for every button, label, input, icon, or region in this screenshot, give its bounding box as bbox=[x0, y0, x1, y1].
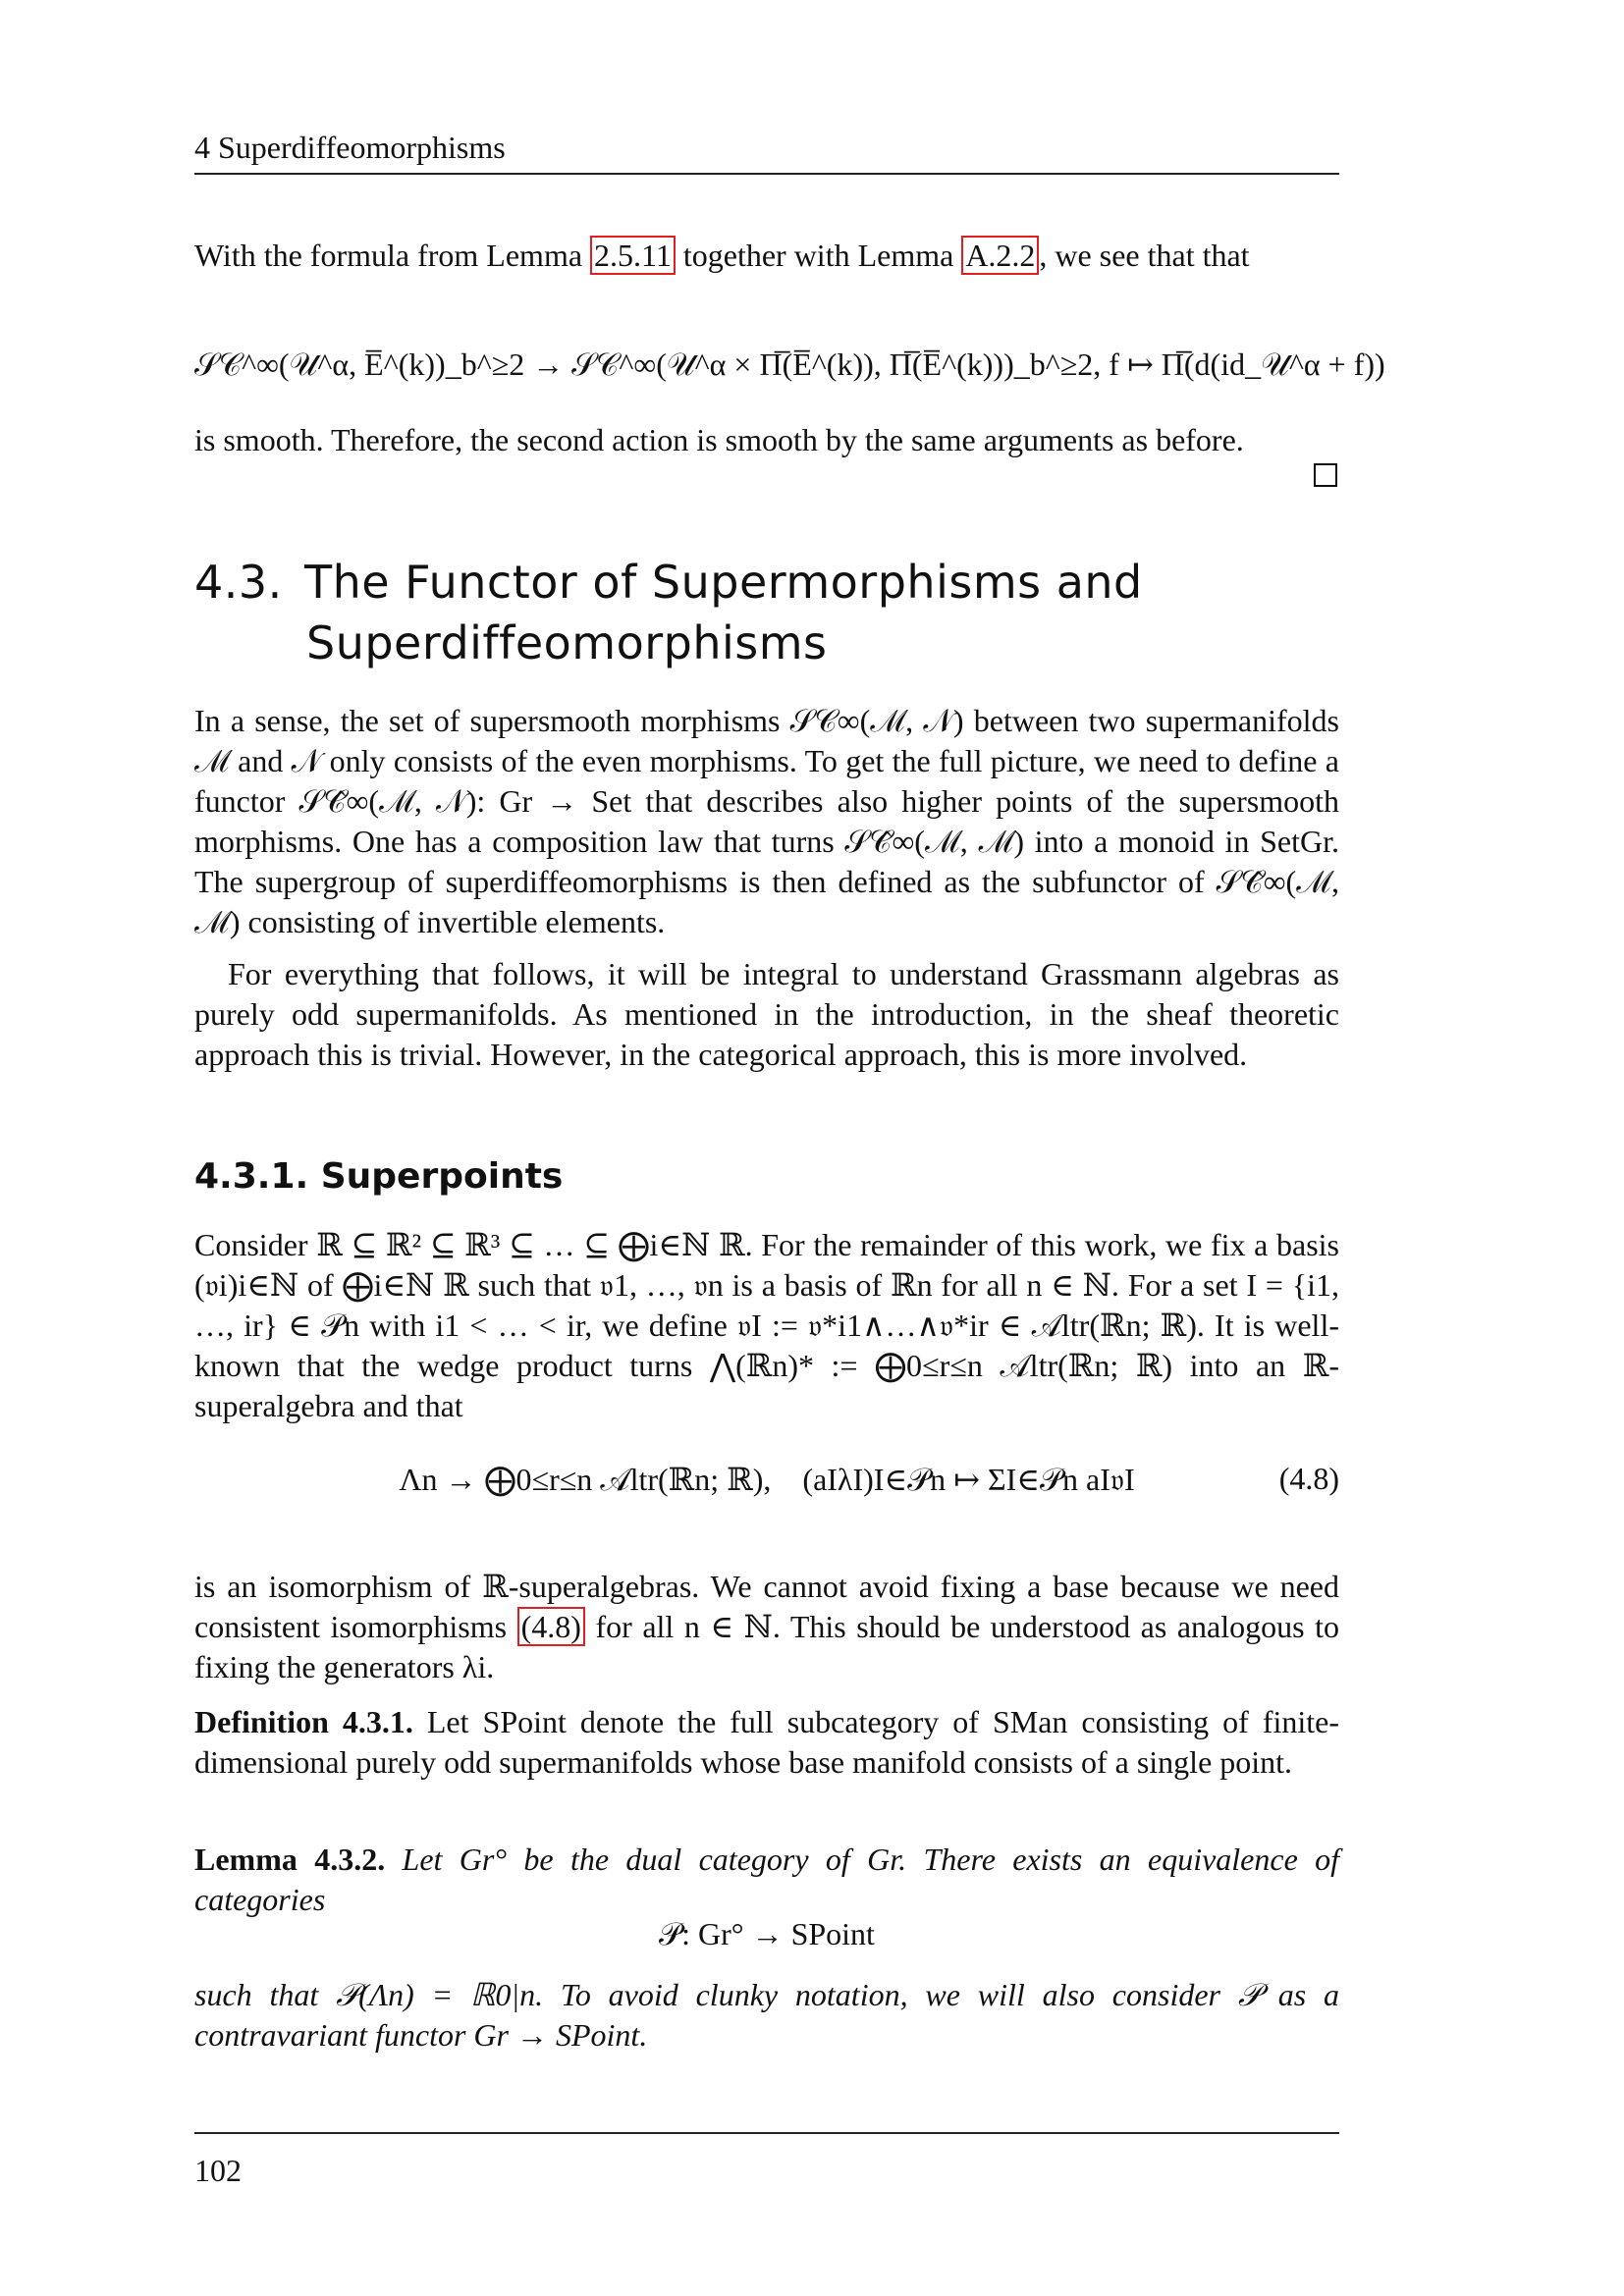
equation-4-8-lhs: Λn → ⨁0≤r≤n 𝒜ltr(ℝn; ℝ), bbox=[399, 1462, 772, 1497]
lemma-ref-2-5-11[interactable]: 2.5.11 bbox=[590, 236, 676, 275]
subsection-title: Superpoints bbox=[320, 1156, 564, 1197]
superpoints-paragraph: Consider ℝ ⊆ ℝ² ⊆ ℝ³ ⊆ … ⊆ ⨁i∈ℕ ℝ. For the remainder of this work, we fix a basis (𝔳i)i∈ℕ of ⨁i∈ℕ ℝ such that 𝔳1, …, 𝔳n is a basis of ℝn for all n ∈ ℕ. For a set I = {i1, …, ir} ∈ 𝒫n with i1 < … < ir, we define 𝔳I := 𝔳*i1∧…∧𝔳*ir ∈ 𝒜ltr(ℝn; ℝ). It is well-known that the wedge product turns ⋀(ℝn)* := ⨁0≤r≤n 𝒜ltr(ℝn; ℝ) into an ℝ-superalgebra and that bbox=[194, 1227, 1339, 1423]
intro-paragraph: With the formula from Lemma 2.5.11 together with Lemma A.2.2 , we see that that bbox=[194, 238, 1250, 273]
equation-ref-4-8[interactable]: (4.8) bbox=[517, 1607, 585, 1646]
section-heading bbox=[194, 552, 1143, 673]
section-title-line1: The Functor of Supermorphisms and bbox=[304, 556, 1143, 609]
lemma-equation: 𝒫: Gr° → SPoint bbox=[659, 1916, 875, 1951]
section-paragraph-1: In a sense, the set of supersmooth morphisms 𝒮𝒞∞(ℳ, 𝒩) between two supermanifolds ℳ and 𝒩 only consists of the even morphisms. To get the full picture, we need to define a functor 𝒮𝒞̂∞(ℳ, 𝒩): Gr → Set that describes also higher points of the supersmooth morphisms. One has a composition law that turns 𝒮𝒞̂∞(ℳ, ℳ) into a monoid in SetGr. The supergroup of superdiffeomorphisms is then defined as the subfunctor of 𝒮𝒞̂∞(ℳ, ℳ) consisting of invertible elements. bbox=[194, 703, 1339, 939]
isomorphism-paragraph: is an isomorphism of ℝ-superalgebras. We cannot avoid fixing a base because we need consistent isomorphisms (4.8) for all n ∈ ℕ. This should be understood as analogous to fixing the generators λi. bbox=[194, 1569, 1340, 1684]
header-rule bbox=[194, 173, 1339, 175]
lemma-label: Lemma 4.3.2. bbox=[194, 1842, 386, 1877]
equation-4-8-rhs: (aIλI)I∈𝒫n ↦ ΣI∈𝒫n aI𝔳I bbox=[802, 1462, 1135, 1497]
qed-box-icon bbox=[1314, 463, 1337, 487]
lemma-ref-A-2-2[interactable]: A.2.2 bbox=[961, 236, 1039, 275]
equation-number: (4.8) bbox=[1278, 1461, 1339, 1496]
equation-4-8 bbox=[194, 1461, 1339, 1499]
section-title-line2: Superdiffeomorphisms bbox=[306, 616, 828, 669]
definition-label: Definition 4.3.1. bbox=[194, 1704, 413, 1739]
lemma-4-3-2 bbox=[194, 1840, 1339, 1920]
lemma-text: Let Gr° be the dual category of Gr. There exists an equivalence of categories bbox=[194, 1842, 1339, 1917]
lemma-continuation: such that 𝒫(Λn) = ℝ0|n. To avoid clunky notation, we will also consider 𝒫 as a contravariant functor Gr → SPoint. bbox=[194, 1977, 1339, 2053]
definition-text: Let SPoint denote the full subcategory of SMan consisting of finite-dimensional purely odd supermanifolds whose base manifold consists of a single point. bbox=[194, 1704, 1340, 1780]
running-header: 4 Superdiffeomorphisms bbox=[194, 130, 506, 165]
page-number: 102 bbox=[194, 2153, 242, 2188]
footer-rule bbox=[194, 2132, 1339, 2134]
section-paragraph-2: For everything that follows, it will be integral to understand Grassmann algebras as purely odd supermanifolds. As mentioned in the introduction, in the sheaf theoretic approach this is trivial. However, in the categorical approach, this is more involved. bbox=[194, 956, 1339, 1072]
section-number: 4.3. bbox=[194, 556, 283, 609]
smoothness-paragraph: is smooth. Therefore, the second action is smooth by the same arguments as before. bbox=[194, 422, 1244, 457]
subsection-number: 4.3.1. bbox=[194, 1156, 309, 1197]
subsection-heading bbox=[194, 1156, 563, 1197]
definition-4-3-1 bbox=[194, 1702, 1339, 1783]
smooth-map-equation: 𝒮𝒞^∞(𝒰^α, E̅^(k))_b^≥2 → 𝒮𝒞^∞(𝒰^α × Π̅(E̅^(k)), Π̅(E̅^(k)))_b^≥2, f ↦ Π̅(d(id_𝒰^α + f)) bbox=[194, 347, 1385, 382]
